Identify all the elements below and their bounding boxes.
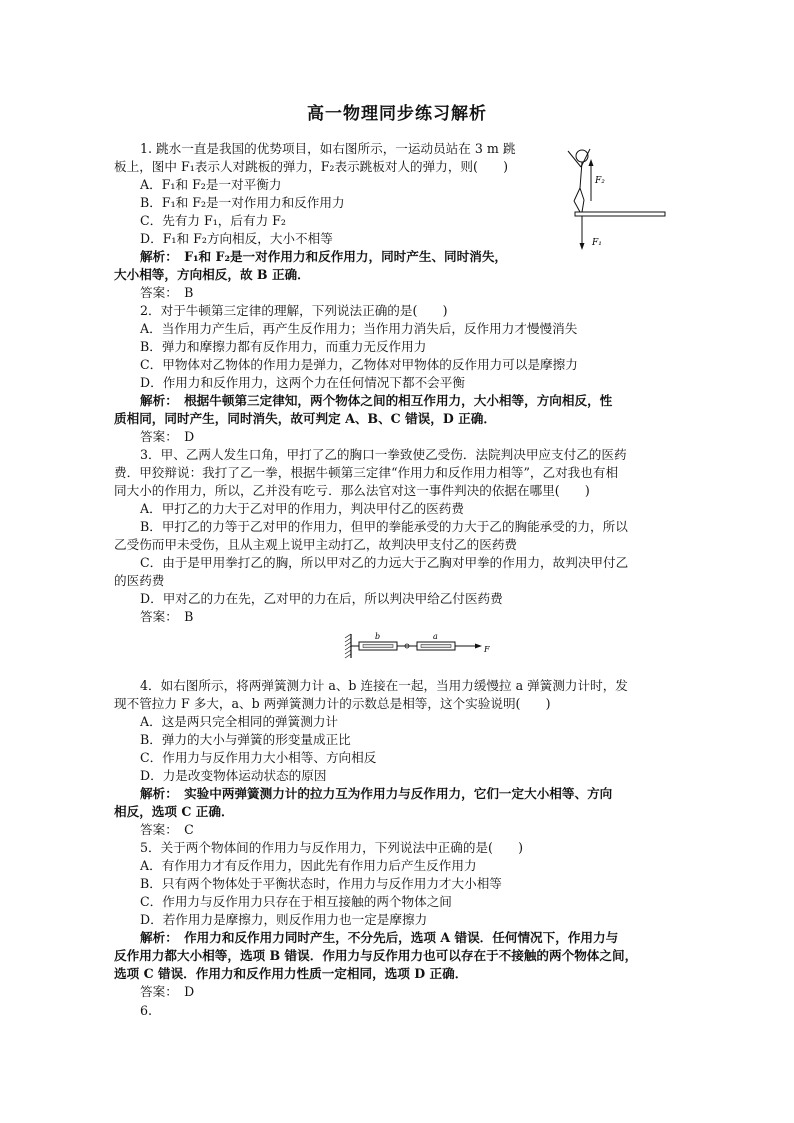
- q5-explanation-line3: 选项 C 错误．作用力和反作用力性质一定相同，选项 D 正确．: [114, 966, 468, 981]
- force-f-label: F: [484, 645, 490, 654]
- q2-explanation-line1: 解析： 根据牛顿第三定律知，两个物体之间的相互作用力，大小相等，方向相反，性: [140, 393, 613, 408]
- q1-option-a: A．F₁和 F₂是一对平衡力: [140, 177, 282, 192]
- q1-option-b: B．F₁和 F₂是一对作用力和反作用力: [140, 195, 345, 210]
- q1-option-c: C．先有力 F₁，后有力 F₂: [140, 213, 286, 228]
- q4-stem-line1: 4．如右图所示，将两弹簧测力计 a、b 连接在一起，当用力缓慢拉 a 弹簧测力计时，发: [140, 678, 628, 693]
- q1-stem-line2: 板上，图中 F₁表示人对跳板的弹力，F₂表示跳板对人的弹力，则( ): [114, 159, 509, 174]
- q5-answer: 答案： D: [140, 984, 195, 999]
- q4-option-a: A．这是两只完全相同的弹簧测力计: [140, 714, 339, 729]
- q4-option-d: D．力是改变物体运动状态的原因: [140, 768, 327, 783]
- q3-stem-line1: 3．甲、乙两人发生口角，甲打了乙的胸口一拳致使乙受伤．法院判决甲应支付乙的医药: [140, 447, 627, 462]
- q3-option-d: D．甲对乙的力在先，乙对甲的力在后，所以判决甲给乙付医药费: [140, 591, 503, 606]
- q3-option-c-line2: 的医药费: [114, 573, 165, 588]
- q2-option-d: D．作用力和反作用力，这两个力在任何情况下都不会平衡: [140, 375, 465, 390]
- q1-answer: 答案： B: [140, 285, 194, 300]
- q3-option-a: A．甲打乙的力大于乙对甲的作用力，判决甲付乙的医药费: [140, 501, 464, 516]
- q2-option-c: C．甲物体对乙物体的作用力是弹力，乙物体对甲物体的反作用力可以是摩擦力: [140, 357, 578, 372]
- q2-option-b: B．弹力和摩擦力都有反作用力，而重力无反作用力: [140, 339, 427, 354]
- q1-explanation-line1: 解析： F₁和 F₂是一对作用力和反作用力，同时产生、同时消失，: [140, 249, 508, 264]
- q5-stem: 5．关于两个物体间的作用力与反作用力，下列说法中正确的是( ): [140, 840, 524, 855]
- q1-explanation-line2: 大小相等，方向相反，故 B 正确．: [114, 267, 310, 282]
- q4-explanation-line1: 解析： 实验中两弹簧测力计的拉力互为作用力与反作用力，它们一定大小相等、方向: [140, 786, 613, 801]
- q4-option-b: B．弹力的大小与弹簧的形变量成正比: [140, 732, 351, 747]
- q2-answer: 答案： D: [140, 429, 195, 444]
- q3-option-b-line2: 乙受伤而甲未受伤，且从主观上说甲主动打乙，故判决甲支付乙的医药费: [114, 537, 517, 552]
- scale-a-label: a: [433, 632, 438, 641]
- q5-option-d: D．若作用力是摩擦力，则反作用力也一定是摩擦力: [140, 912, 428, 927]
- q5-explanation-line2: 反作用力都大小相等，选项 B 错误．作用力与反作用力也可以存在于不接触的两个物体之间，: [114, 948, 638, 963]
- q1-option-d: D．F₁和 F₂方向相反，大小不相等: [140, 231, 333, 246]
- q5-explanation-line1: 解析： 作用力和反作用力同时产生，不分先后，选项 A 错误．任何情况下，作用力与: [140, 930, 619, 945]
- q4-answer: 答案： C: [140, 822, 194, 837]
- q6-number: 6.: [140, 1003, 153, 1018]
- page-title: 高一物理同步练习解析: [307, 104, 487, 124]
- q4-option-c: C．作用力与反作用力大小相等、方向相反: [140, 750, 377, 765]
- q4-stem-line2: 现不管拉力 F 多大，a、b 两弹簧测力计的示数总是相等，这个实验说明( ): [114, 696, 551, 711]
- diver-springboard-figure: [560, 143, 672, 253]
- q2-option-a: A．当作用力产生后，再产生反作用力；当作用力消失后，反作用力才慢慢消失: [140, 321, 578, 336]
- q2-stem: 2．对于牛顿第三定律的理解，下列说法正确的是( ): [140, 303, 448, 318]
- q2-explanation-line2: 质相同，同时产生，同时消失，故可判定 A、B、C 错误，D 正确．: [114, 411, 496, 426]
- q4-explanation-line2: 相反，选项 C 正确．: [114, 804, 234, 819]
- scale-b-label: b: [375, 632, 381, 641]
- q5-option-a: A．有作用力才有反作用力，因此先有作用力后产生反作用力: [140, 858, 477, 873]
- force-f2-label: F₂: [595, 176, 605, 186]
- q3-option-c-line1: C．由于是甲用拳打乙的胸，所以甲对乙的力远大于乙胸对甲拳的作用力，故判决甲付乙: [140, 555, 629, 570]
- q3-stem-line3: 同大小的作用力，所以，乙并没有吃亏．那么法官对这一事件判决的依据在哪里( ): [114, 483, 590, 498]
- spring-scales-figure: [343, 630, 493, 662]
- q1-stem-line1: 1. 跳水一直是我国的优势项目，如右图所示，一运动员站在 3 m 跳: [140, 141, 516, 156]
- q3-stem-line2: 费．甲狡辩说：我打了乙一拳，根据牛顿第三定律“作用力和反作用力相等”，乙对我也有相: [114, 465, 619, 480]
- q3-answer: 答案： B: [140, 609, 194, 624]
- force-f1-label: F₁: [592, 238, 602, 248]
- q3-option-b-line1: B．甲打乙的力等于乙对甲的作用力，但甲的拳能承受的力大于乙的胸能承受的力，所以: [140, 519, 628, 534]
- q5-option-c: C．作用力与反作用力只存在于相互接触的两个物体之间: [140, 894, 452, 909]
- q5-option-b: B．只有两个物体处于平衡状态时，作用力与反作用力才大小相等: [140, 876, 502, 891]
